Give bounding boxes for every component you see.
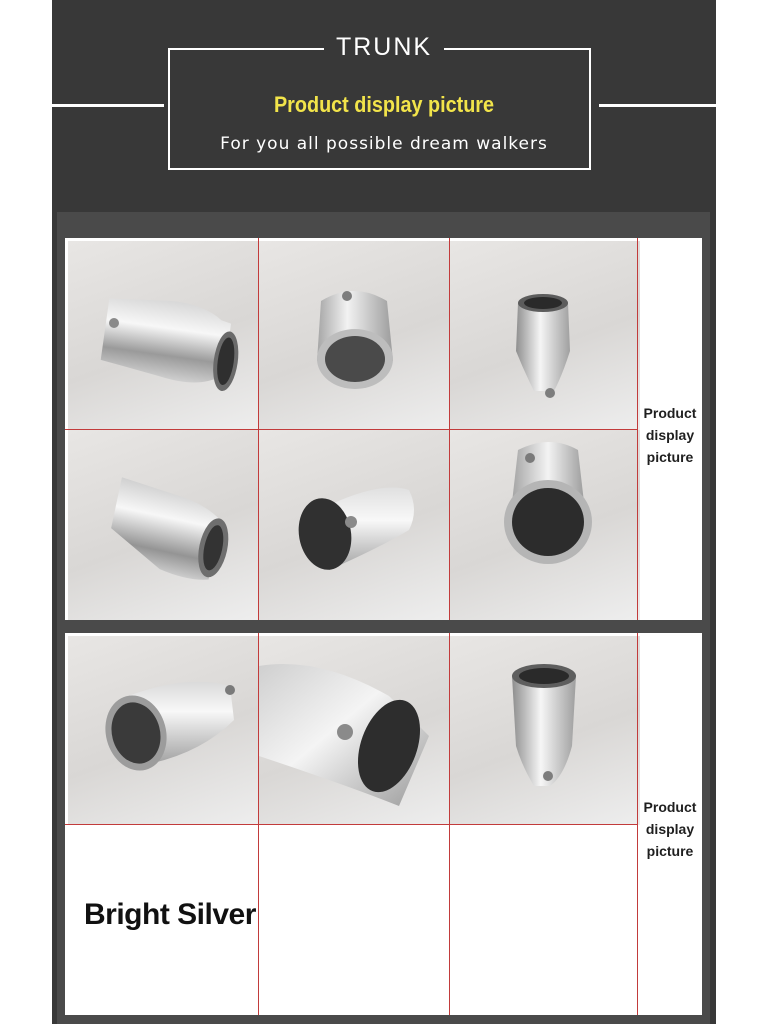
photo-cell [450,430,640,620]
photo-cell [68,241,258,431]
exhaust-tip-photo [68,636,258,826]
blank-cell [450,825,640,1015]
side-label: Product display picture [643,405,697,465]
tagline: For you all possible dream walkers [220,134,548,154]
exhaust-tip-photo [450,636,640,826]
exhaust-tip-photo [259,430,449,620]
photo-grid-2 [65,633,702,1015]
photo-cell [259,430,449,620]
photo-cell [259,636,449,826]
exhaust-tip-photo [450,430,640,620]
color-name-label: Bright Silver [84,898,256,931]
exhaust-tip-photo [259,241,449,431]
exhaust-tip-photo [450,241,640,431]
photo-grid-1 [65,238,702,620]
exhaust-tip-photo [68,241,258,431]
exhaust-tip-photo [68,430,258,620]
photo-cell [68,636,258,826]
side-label: Product display picture [643,799,697,859]
brand-title: TRUNK [0,32,768,62]
exhaust-tip-photo [259,636,449,826]
photo-cell [450,241,640,431]
grid-divider [65,429,637,430]
grid-divider [65,824,637,825]
photo-cell [259,241,449,431]
blank-cell [259,825,449,1015]
section-title: Product display picture [273,92,495,117]
photo-cell [450,636,640,826]
photo-cell [68,430,258,620]
